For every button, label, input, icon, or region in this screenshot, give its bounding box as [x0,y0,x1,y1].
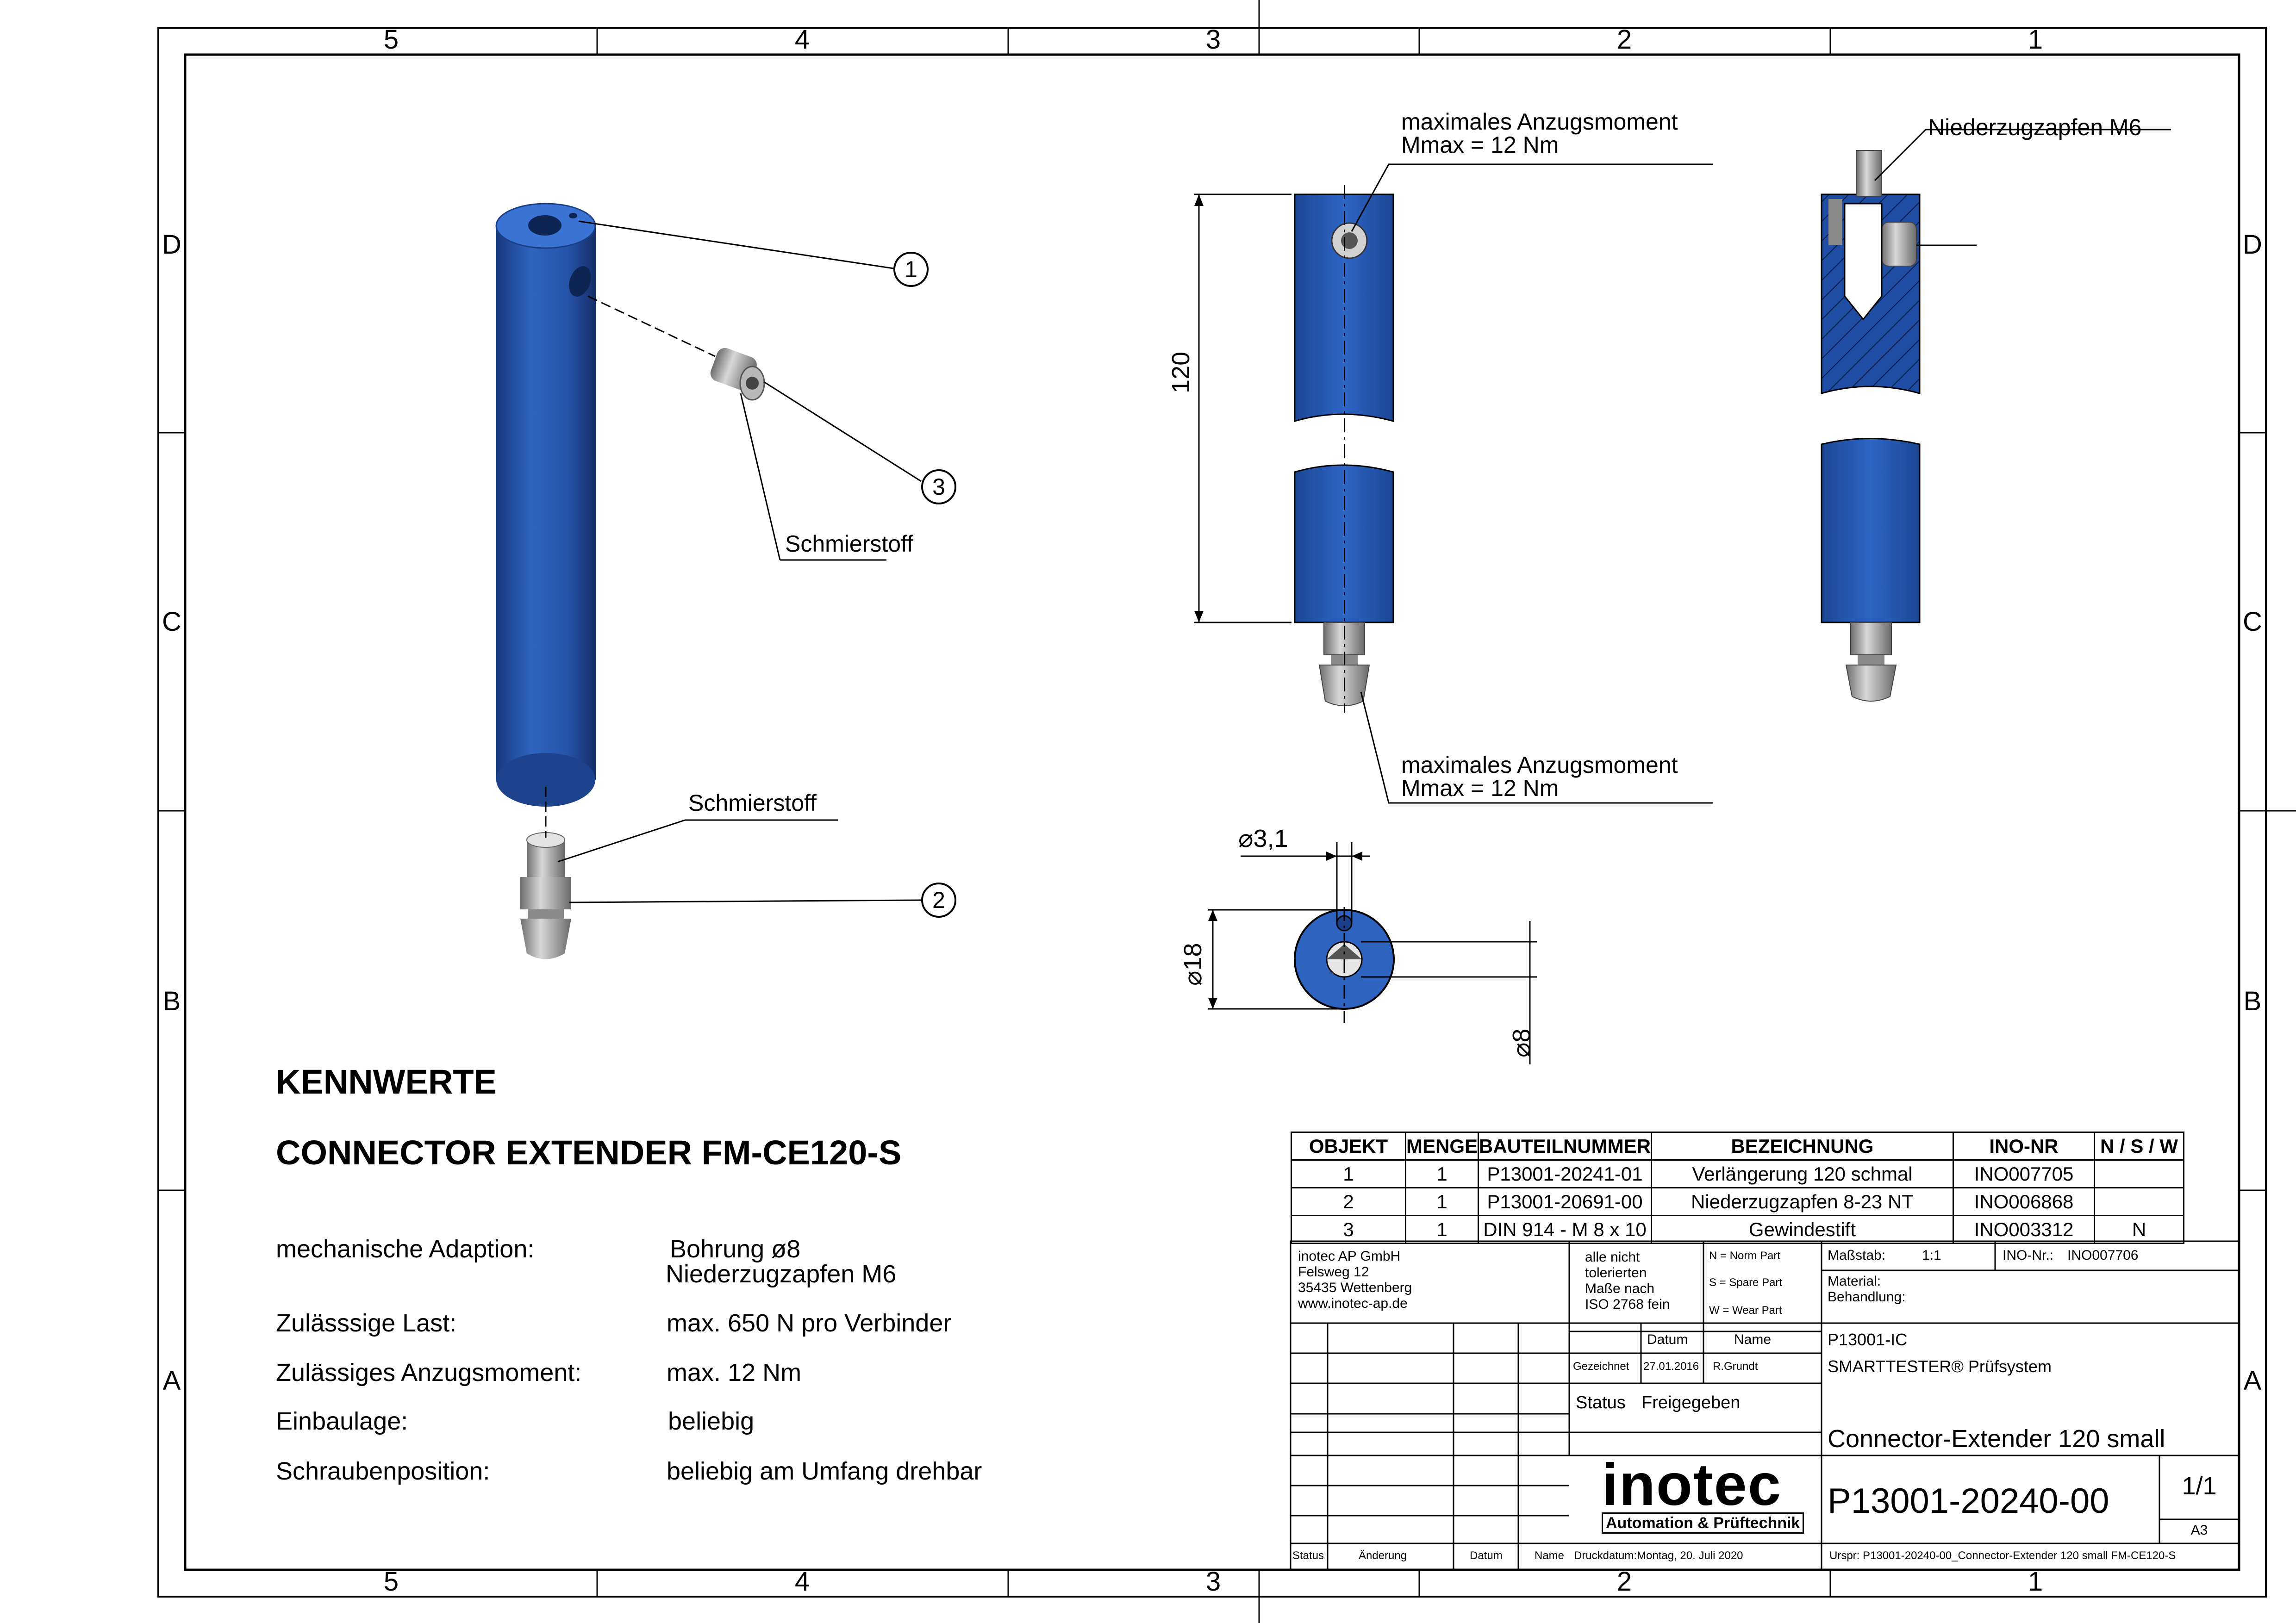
product-name: CONNECTOR EXTENDER FM-CE120-S [276,1133,902,1172]
date-column-header: Datum [1647,1332,1688,1347]
status-label: Status [1576,1393,1626,1412]
scale-label: Maßstab: [1828,1248,1886,1263]
logo-tagline: Automation & Prüftechnik [1602,1512,1804,1534]
zone-column-1: 1 [2028,25,2043,55]
spec-value-adaption: Bohrung ø8 [670,1235,801,1263]
spec-label-screw-position: Schraubenposition: [276,1457,490,1485]
zone-row-b-right: B [2243,986,2262,1016]
zone-row-d: D [162,230,181,260]
zone-row-c: C [162,607,181,637]
zone-row-c-right: C [2243,607,2262,637]
header-description: BEZEICHNUNG [1651,1132,1953,1160]
outer-diameter-dimension: ⌀18 [1179,943,1207,986]
cell-quantity: 1 [1406,1216,1479,1244]
cell-ino-number: INO007705 [1953,1160,2094,1188]
spec-label-load: Zulässsige Last: [276,1309,457,1337]
scale-value: 1:1 [1922,1248,1941,1263]
zone-column-4-bottom: 4 [794,1567,810,1597]
lubricant-note-pin: Schmierstoff [688,790,817,816]
spare-part-legend: S = Spare Part [1709,1276,1783,1289]
header-part-number: BAUTEILNUMMER [1479,1132,1652,1160]
spec-label-torque: Zulässiges Anzugsmoment: [276,1359,582,1387]
revision-change-header: Änderung [1359,1549,1407,1562]
spec-value-load: max. 650 N pro Verbinder [667,1309,952,1337]
tolerance-line4: ISO 2768 fein [1585,1297,1670,1312]
spec-label-orientation: Einbaulage: [276,1407,408,1435]
torque-note-top-line1: maximales Anzugsmoment [1401,109,1678,135]
zone-column-5-bottom: 5 [383,1567,399,1597]
zone-row-d-right: D [2243,230,2262,260]
tolerance-line1: alle nicht [1585,1250,1640,1265]
project-number: P13001-IC [1828,1330,1908,1349]
zone-column-3: 3 [1205,25,1221,55]
zone-row-a: A [162,1366,181,1396]
company-website: www.inotec-ap.de [1298,1296,1408,1311]
source-file: Urspr: P13001-20240-00_Connector-Extender 120 small FM-CE120-S [1829,1549,2176,1562]
spec-label-adaption: mechanische Adaption: [276,1235,535,1263]
header-object: OBJEKT [1292,1132,1406,1160]
material-label: Material: [1828,1274,1881,1289]
revision-status-header: Status [1292,1549,1324,1562]
torque-note-top-line2: Mmax = 12 Nm [1401,132,1559,158]
ino-number-label: INO-Nr.: [2003,1248,2053,1263]
header-ino-number: INO-NR [1953,1132,2094,1160]
specs-heading: KENNWERTE [276,1063,497,1101]
wear-part-legend: W = Wear Part [1709,1304,1782,1317]
norm-part-legend: N = Norm Part [1709,1250,1781,1262]
system-name: SMARTTESTER® Prüfsystem [1828,1357,2052,1376]
torque-note-bottom-line1: maximales Anzugsmoment [1401,752,1678,778]
sheet-number: 1/1 [2182,1472,2217,1500]
drawn-date: 27.01.2016 [1643,1360,1699,1373]
cell-object: 1 [1292,1160,1406,1188]
drawing-title: Connector-Extender 120 small [1828,1425,2165,1453]
header-type: N / S / W [2094,1132,2184,1160]
cell-part-number: P13001-20241-01 [1479,1160,1652,1188]
cell-quantity: 1 [1406,1160,1479,1188]
zone-column-5: 5 [383,25,399,55]
revision-name-header: Name [1535,1549,1565,1562]
lubricant-note-screw: Schmierstoff [785,531,913,557]
cell-part-number: P13001-20691-00 [1479,1188,1652,1216]
zone-row-a-right: A [2243,1366,2262,1396]
zone-column-2-bottom: 2 [1616,1567,1632,1597]
cell-ino-number: INO006868 [1953,1188,2094,1216]
torque-note-bottom-line2: Mmax = 12 Nm [1401,775,1559,801]
hole-diameter-dimension: ⌀3,1 [1238,825,1288,852]
company-logo [1602,1452,1800,1534]
paper-format: A3 [2190,1523,2208,1538]
pull-stud-label: Niederzugzapfen M6 [1928,114,2142,140]
zone-column-3-bottom: 3 [1205,1567,1221,1597]
logo-wordmark: inotec [1602,1452,1782,1518]
spec-value-orientation: beliebig [668,1407,755,1435]
company-name: inotec AP GmbH [1298,1249,1401,1264]
drawing-number: P13001-20240-00 [1828,1481,2109,1521]
zone-column-2: 2 [1616,25,1632,55]
ino-number-value: INO007706 [2067,1248,2139,1263]
revision-date-header: Datum [1470,1549,1503,1562]
balloon-3-label: 3 [932,474,945,500]
cell-object: 3 [1292,1216,1406,1244]
print-date: Druckdatum:Montag, 20. Juli 2020 [1574,1549,1743,1562]
balloon-1-label: 1 [905,256,917,282]
tolerance-line2: tolerierten [1585,1265,1647,1281]
cell-type: N [2094,1216,2184,1244]
cell-description: Niederzugzapfen 8-23 NT [1651,1188,1953,1216]
cell-description: Verlängerung 120 schmal [1651,1160,1953,1188]
company-street: Felsweg 12 [1298,1264,1369,1280]
spec-value-adaption-2: Niederzugzapfen M6 [666,1260,897,1288]
spec-value-torque: max. 12 Nm [667,1359,802,1387]
drawn-name: R.Grundt [1713,1360,1758,1373]
cell-part-number: DIN 914 - M 8 x 10 [1479,1216,1652,1244]
cell-description: Gewindestift [1651,1216,1953,1244]
drawn-by-label: Gezeichnet [1573,1360,1629,1373]
zone-row-b: B [162,986,181,1016]
zone-column-1-bottom: 1 [2028,1567,2043,1597]
treatment-label: Behandlung: [1828,1289,1906,1305]
tolerance-line3: Maße nach [1585,1281,1655,1296]
cell-object: 2 [1292,1188,1406,1216]
bore-diameter-dimension: ⌀8 [1508,1028,1535,1057]
cell-ino-number: INO003312 [1953,1216,2094,1244]
header-quantity: MENGE [1406,1132,1479,1160]
length-dimension: 120 [1167,351,1195,393]
spec-value-screw-position: beliebig am Umfang drehbar [667,1457,982,1485]
balloon-2-label: 2 [932,887,945,913]
company-city: 35435 Wettenberg [1298,1280,1412,1295]
zone-column-4: 4 [794,25,810,55]
status-value: Freigegeben [1641,1393,1741,1412]
name-column-header: Name [1734,1332,1772,1347]
cell-quantity: 1 [1406,1188,1479,1216]
